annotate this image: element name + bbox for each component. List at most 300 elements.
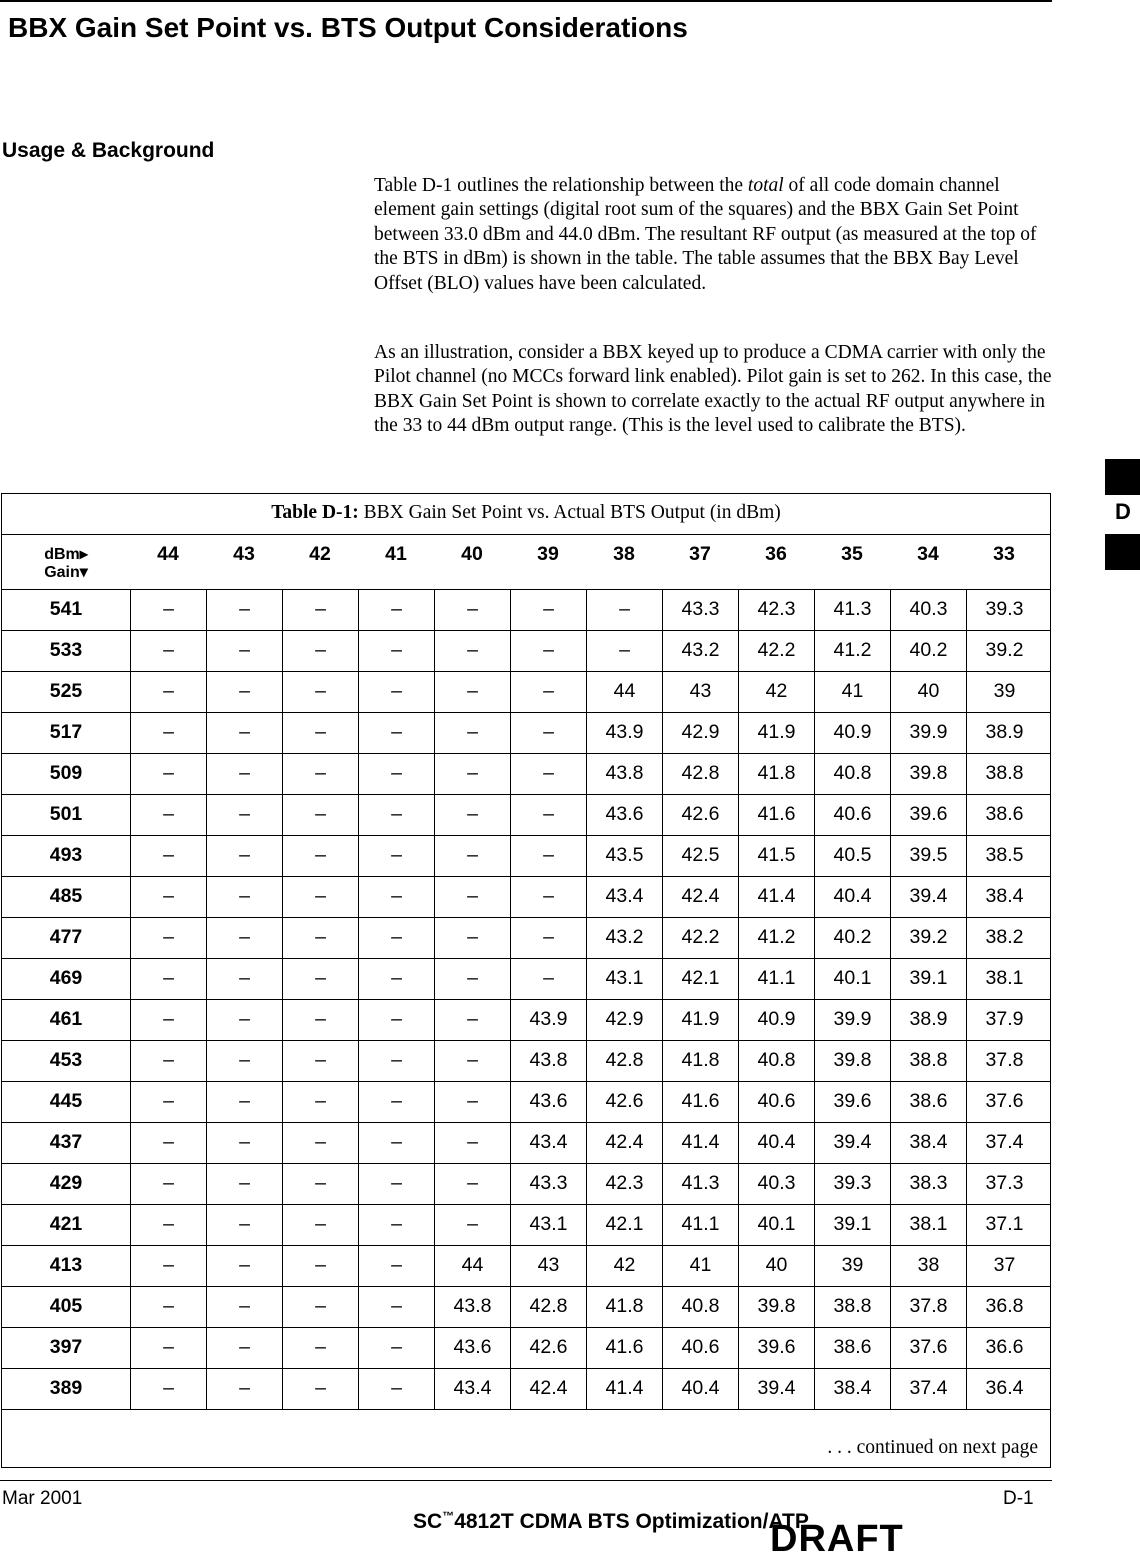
table-cell: – (282, 1040, 358, 1081)
table-cell: – (358, 1245, 434, 1286)
table-cell: – (282, 958, 358, 999)
table-cell: 40.4 (738, 1122, 814, 1163)
table-cell: – (510, 712, 586, 753)
table-cell: – (130, 835, 206, 876)
table-cell: – (358, 712, 434, 753)
table-cell: 43.3 (510, 1163, 586, 1204)
table-cell: – (282, 1286, 358, 1327)
column-header: 44 (157, 543, 179, 565)
table-cell: – (130, 630, 206, 671)
footer-title-rest: 4812T CDMA BTS Optimization/ATP (454, 1510, 809, 1533)
table-cell: – (282, 712, 358, 753)
table-cell: – (206, 958, 282, 999)
footer-date: Mar 2001 (2, 1488, 83, 1509)
table-cell: 42.4 (586, 1122, 662, 1163)
table-cell: – (206, 671, 282, 712)
section-tab-bottom-block (1105, 534, 1140, 570)
table-cell: 37.6 (890, 1327, 966, 1368)
table-cell: 43.8 (434, 1286, 510, 1327)
table-cell: – (586, 630, 662, 671)
table-cell: – (358, 1122, 434, 1163)
table-caption-text: BBX Gain Set Point vs. Actual BTS Output (in dBm) (358, 502, 781, 523)
table-cell: 42.6 (662, 794, 738, 835)
table-cell: 37.4 (890, 1368, 966, 1409)
table-row (2, 671, 1050, 713)
gain-cell: 389 (49, 1377, 83, 1399)
table-cell: – (434, 671, 510, 712)
table-cell: 41.9 (738, 712, 814, 753)
gain-cell: 453 (49, 1049, 83, 1071)
table-cell: – (358, 1081, 434, 1122)
table-cell: – (510, 630, 586, 671)
table-cell: 42.4 (510, 1368, 586, 1409)
table-cell: 38.3 (890, 1163, 966, 1204)
trademark-symbol: ™ (442, 1509, 455, 1523)
table-cell: 44 (434, 1245, 510, 1286)
table-cell: – (358, 1040, 434, 1081)
table-cell: 40.5 (814, 835, 890, 876)
table-cell: 41.8 (586, 1286, 662, 1327)
table-cell: – (282, 999, 358, 1040)
table-cell: 40.6 (662, 1327, 738, 1368)
column-header: 41 (385, 543, 407, 565)
table-cell: – (358, 835, 434, 876)
table-cell: – (358, 589, 434, 630)
table-cell: – (206, 1040, 282, 1081)
table-row (2, 1040, 1050, 1082)
paragraph-1-before: Table D-1 outlines the relationship between the (374, 175, 748, 196)
gain-cell: 469 (49, 967, 83, 989)
column-header: 35 (841, 543, 863, 565)
table-cell: 41.8 (738, 753, 814, 794)
table-row (2, 1081, 1050, 1123)
table-cell: – (282, 1163, 358, 1204)
table-cell: 43.8 (586, 753, 662, 794)
table-cell: – (130, 876, 206, 917)
table-cell: – (130, 999, 206, 1040)
table-cell: 42.1 (662, 958, 738, 999)
table-cell: – (282, 1122, 358, 1163)
table-row (2, 1368, 1050, 1410)
table-cell: – (358, 1286, 434, 1327)
table-cell: 39.1 (814, 1204, 890, 1245)
table-cell: – (510, 589, 586, 630)
table-row (2, 712, 1050, 754)
table-cell: 39.4 (814, 1122, 890, 1163)
table-cell: 38.6 (966, 794, 1042, 835)
table-row (2, 999, 1050, 1041)
table-cell: 39.4 (738, 1368, 814, 1409)
table-cell: – (434, 835, 510, 876)
table-row (2, 1204, 1050, 1246)
table-cell: – (358, 794, 434, 835)
corner-gain-label (2, 562, 130, 582)
table-caption-label: Table D-1: (271, 502, 359, 523)
arrow-down-icon: ▾ (79, 564, 88, 581)
table-cell: – (434, 1163, 510, 1204)
table-cell: 40.2 (814, 917, 890, 958)
table-cell: – (510, 958, 586, 999)
table-cell: – (358, 999, 434, 1040)
table-cell: 38.8 (814, 1286, 890, 1327)
table-cell: – (130, 1163, 206, 1204)
table-cell: 40.6 (814, 794, 890, 835)
table-cell: – (130, 1040, 206, 1081)
table-cell: 42.3 (738, 589, 814, 630)
table-cell: 38.9 (966, 712, 1042, 753)
table-cell: 40.1 (738, 1204, 814, 1245)
table-cell: 41.1 (662, 1204, 738, 1245)
table-cell: 42 (738, 671, 814, 712)
table-cell: – (282, 1327, 358, 1368)
footer-title (413, 1509, 809, 1534)
table-cell: 42.6 (510, 1327, 586, 1368)
table-row (2, 589, 1050, 631)
table-row (2, 1286, 1050, 1328)
table-cell: 40 (738, 1245, 814, 1286)
table-cell: 38.5 (966, 835, 1042, 876)
table-cell: 38.4 (890, 1122, 966, 1163)
table-cell: – (434, 712, 510, 753)
table-cell: 36.8 (966, 1286, 1042, 1327)
table-cell: 39.2 (966, 630, 1042, 671)
table-cell: 41.2 (738, 917, 814, 958)
table-cell: 39.3 (966, 589, 1042, 630)
table-cell: 40.8 (814, 753, 890, 794)
table-cell: – (282, 917, 358, 958)
table-cell: – (206, 753, 282, 794)
table-cell: 39.8 (738, 1286, 814, 1327)
table-cell: 37 (966, 1245, 1042, 1286)
table-cell: – (206, 1081, 282, 1122)
table-cell: 39.8 (890, 753, 966, 794)
table-cell: – (510, 794, 586, 835)
table-cell: 42.9 (662, 712, 738, 753)
table-cell: 41.6 (586, 1327, 662, 1368)
table-cell: – (282, 1245, 358, 1286)
table-cell: 40.8 (738, 1040, 814, 1081)
table-row (2, 753, 1050, 795)
gain-cell: 477 (49, 926, 83, 948)
table-cell: 41.4 (586, 1368, 662, 1409)
table-cell: – (282, 630, 358, 671)
table-cell: – (434, 999, 510, 1040)
table-cell: 39 (814, 1245, 890, 1286)
table-cell: – (282, 671, 358, 712)
table-cell: 38.6 (890, 1081, 966, 1122)
table-cell: 39.6 (890, 794, 966, 835)
table-row (2, 835, 1050, 877)
table-cell: 37.4 (966, 1122, 1042, 1163)
gain-cell: 525 (49, 680, 83, 702)
table-cell: – (282, 1204, 358, 1245)
gain-cell: 445 (49, 1090, 83, 1112)
table-cell: – (282, 753, 358, 794)
table-cell: 43.6 (434, 1327, 510, 1368)
table-cell: – (358, 876, 434, 917)
table-cell: 42.8 (662, 753, 738, 794)
table-cell: 39.6 (738, 1327, 814, 1368)
table-cell: 37.8 (890, 1286, 966, 1327)
table-cell: – (130, 1122, 206, 1163)
table-cell: 43.6 (510, 1081, 586, 1122)
table-cell: – (206, 794, 282, 835)
table-cell: 43.9 (510, 999, 586, 1040)
column-header: 36 (765, 543, 787, 565)
table-cell: – (206, 1368, 282, 1409)
table-cell: 40.8 (662, 1286, 738, 1327)
table-cell: 44 (586, 671, 662, 712)
gain-cell: 413 (49, 1254, 83, 1276)
table-cell: – (206, 1286, 282, 1327)
table-cell: – (130, 1368, 206, 1409)
table-cell: 43.1 (586, 958, 662, 999)
table-cell: – (130, 1204, 206, 1245)
table-row (2, 794, 1050, 836)
table-cell: – (434, 958, 510, 999)
table-cell: 41.1 (738, 958, 814, 999)
gain-cell: 429 (49, 1172, 83, 1194)
gain-cell: 437 (49, 1131, 83, 1153)
table-cell: – (358, 671, 434, 712)
table-cell: 39.1 (890, 958, 966, 999)
section-tab-top-block (1105, 459, 1140, 495)
column-header: 34 (917, 543, 939, 565)
table-cell: – (130, 589, 206, 630)
table-cell: 40.3 (890, 589, 966, 630)
table-cell: 41.9 (662, 999, 738, 1040)
section-heading: Usage & Background (2, 139, 215, 162)
table-cell: 42 (586, 1245, 662, 1286)
table-cell: – (206, 1245, 282, 1286)
column-header: 33 (993, 543, 1015, 565)
table-cell: – (510, 917, 586, 958)
table-row (2, 958, 1050, 1000)
table-cell: – (206, 1122, 282, 1163)
footer-page-number: D-1 (1003, 1488, 1034, 1509)
table-cell: – (206, 1204, 282, 1245)
gain-cell: 501 (49, 803, 83, 825)
table-cell: 42.2 (738, 630, 814, 671)
table-cell: 38.1 (966, 958, 1042, 999)
gain-cell: 397 (49, 1336, 83, 1358)
table-row (2, 1163, 1050, 1205)
table-cell: 42.5 (662, 835, 738, 876)
table-cell: – (282, 835, 358, 876)
page-title: BBX Gain Set Point vs. BTS Output Considerations (8, 12, 688, 43)
table-cell: 43 (510, 1245, 586, 1286)
table-cell: 36.6 (966, 1327, 1042, 1368)
table-cell: – (358, 753, 434, 794)
table-cell: 37.1 (966, 1204, 1042, 1245)
gain-cell: 517 (49, 721, 83, 743)
table-cell: 40.3 (738, 1163, 814, 1204)
table-cell: 41.4 (662, 1122, 738, 1163)
table-cell: 40.2 (890, 630, 966, 671)
paragraph-2: As an illustration, consider a BBX keyed up to produce a CDMA carrier with only the Pilot channel (no MCCs forward link enabled). Pilot gain is set to 262. In this case, the BBX Gain Set Point is shown to correlate exactly to the actual RF output anywhere in the 33 to 44 dBm output range. (This is the level used to calibrate the BTS). (374, 342, 1052, 437)
table-cell: – (206, 835, 282, 876)
footer-title-prefix: SC (413, 1510, 443, 1533)
table-cell: 38.6 (814, 1327, 890, 1368)
table-cell: – (130, 753, 206, 794)
table-row (2, 917, 1050, 959)
table-cell: 42.8 (510, 1286, 586, 1327)
table-cell: 43.9 (586, 712, 662, 753)
table-cell: 42.8 (586, 1040, 662, 1081)
table-cell: 36.4 (966, 1368, 1042, 1409)
gain-cell: 541 (49, 598, 83, 620)
table-cell: 39.3 (814, 1163, 890, 1204)
table-cell: 37.3 (966, 1163, 1042, 1204)
table-cell: 43.6 (586, 794, 662, 835)
table-cell: – (358, 1163, 434, 1204)
table-cell: 40.6 (738, 1081, 814, 1122)
table-cell: 41.8 (662, 1040, 738, 1081)
table-cell: – (282, 589, 358, 630)
table-cell: 39.5 (890, 835, 966, 876)
table-cell: 43.2 (662, 630, 738, 671)
table-cell: – (434, 917, 510, 958)
table-cell: – (510, 671, 586, 712)
table-cell: – (434, 753, 510, 794)
corner-gain-text: Gain (44, 564, 80, 581)
table-cell: – (282, 1081, 358, 1122)
table-cell: 38.4 (966, 876, 1042, 917)
section-tab-letter: D (1115, 499, 1131, 524)
table-cell: 41.6 (662, 1081, 738, 1122)
table-cell: – (510, 876, 586, 917)
table-cell: – (282, 794, 358, 835)
gain-cell: 493 (49, 844, 83, 866)
table-cell: 41.3 (814, 589, 890, 630)
gain-cell: 405 (49, 1295, 83, 1317)
gain-cell: 509 (49, 762, 83, 784)
table-cell: 38.2 (966, 917, 1042, 958)
table-cell: 37.8 (966, 1040, 1042, 1081)
table-cell: – (510, 835, 586, 876)
table-cell: 42.4 (662, 876, 738, 917)
table-cell: 37.6 (966, 1081, 1042, 1122)
table-cell: 40.9 (738, 999, 814, 1040)
table-cell: – (206, 999, 282, 1040)
table-cell: 43.4 (434, 1368, 510, 1409)
table-cell: – (206, 917, 282, 958)
table-cell: 38.4 (814, 1368, 890, 1409)
table-cell: – (130, 1286, 206, 1327)
table-cell: 40.4 (814, 876, 890, 917)
table-cell: – (130, 1327, 206, 1368)
column-header: 42 (309, 543, 331, 565)
draft-watermark: DRAFT (770, 1518, 904, 1560)
table-cell: 40.1 (814, 958, 890, 999)
column-header: 43 (233, 543, 255, 565)
table-cell: – (434, 1204, 510, 1245)
table-cell: – (206, 712, 282, 753)
table-cell: – (358, 958, 434, 999)
gain-cell: 461 (49, 1008, 83, 1030)
table-cell: 39.8 (814, 1040, 890, 1081)
table-cell: 42.3 (586, 1163, 662, 1204)
paragraph-1-after: of all code domain channel element gain settings (digital root sum of the squares) and the BBX Gain Set Point between 33.0 dBm and 44.0 dBm. The resultant RF output (as measured at the top of the BTS in dBm) is shown in the table. The table assumes that the BBX Bay Level Offset (BLO) values have been calculated. (374, 175, 1037, 294)
table-cell: 38.1 (890, 1204, 966, 1245)
column-header: 40 (461, 543, 483, 565)
table-cell: 39.9 (814, 999, 890, 1040)
table-cell: – (358, 917, 434, 958)
gain-cell: 485 (49, 885, 83, 907)
table-caption (2, 494, 1050, 535)
corner-dbm-text: dBm (44, 546, 80, 563)
table-cell: 39 (966, 671, 1042, 712)
table-cell: 42.2 (662, 917, 738, 958)
table-row (2, 630, 1050, 672)
table-cell: 39.2 (890, 917, 966, 958)
table-cell: – (434, 876, 510, 917)
table-row (2, 1245, 1050, 1287)
table-cell: – (206, 589, 282, 630)
table-cell: – (130, 712, 206, 753)
arrow-right-icon: ▸ (79, 546, 88, 563)
table-cell: – (130, 917, 206, 958)
table-cell: – (434, 1040, 510, 1081)
table-cell: – (434, 794, 510, 835)
table-cell: – (130, 958, 206, 999)
table-cell: 41.2 (814, 630, 890, 671)
table-cell: 43.4 (586, 876, 662, 917)
column-header: 37 (689, 543, 711, 565)
continued-note: . . . continued on next page (827, 1437, 1038, 1458)
table-cell: 43.3 (662, 589, 738, 630)
table-cell: – (434, 630, 510, 671)
table-cell: 43.4 (510, 1122, 586, 1163)
table-cell: 43.2 (586, 917, 662, 958)
table-cell: 42.9 (586, 999, 662, 1040)
table-cell: – (434, 1122, 510, 1163)
table-cell: – (358, 630, 434, 671)
table-cell: – (282, 1368, 358, 1409)
table-cell: – (130, 671, 206, 712)
table-cell: 43.1 (510, 1204, 586, 1245)
table-cell: 42.1 (586, 1204, 662, 1245)
table-cell: – (358, 1327, 434, 1368)
corner-dbm-label (2, 544, 130, 564)
gain-cell: 421 (49, 1213, 83, 1235)
table-cell: – (206, 876, 282, 917)
column-header: 38 (613, 543, 635, 565)
table-cell: 40.4 (662, 1368, 738, 1409)
table-cell: 41.5 (738, 835, 814, 876)
table-cell: 38 (890, 1245, 966, 1286)
table-cell: – (206, 1163, 282, 1204)
table-cell: – (358, 1204, 434, 1245)
table-cell: 37.9 (966, 999, 1042, 1040)
column-header: 39 (537, 543, 559, 565)
table-cell: 38.9 (890, 999, 966, 1040)
table-cell: 39.9 (890, 712, 966, 753)
table-cell: 43.8 (510, 1040, 586, 1081)
table-cell: 41.3 (662, 1163, 738, 1204)
table-cell: – (206, 630, 282, 671)
footer-rule (0, 1480, 1052, 1481)
table-cell: 39.4 (890, 876, 966, 917)
table-cell: – (130, 1081, 206, 1122)
table-cell: – (282, 876, 358, 917)
table-row (2, 1327, 1050, 1369)
table-cell: 41.6 (738, 794, 814, 835)
table-cell: 40.9 (814, 712, 890, 753)
table-cell: 41.4 (738, 876, 814, 917)
paragraph-1 (374, 174, 1054, 296)
paragraph-1-emphasis: total (747, 175, 784, 196)
